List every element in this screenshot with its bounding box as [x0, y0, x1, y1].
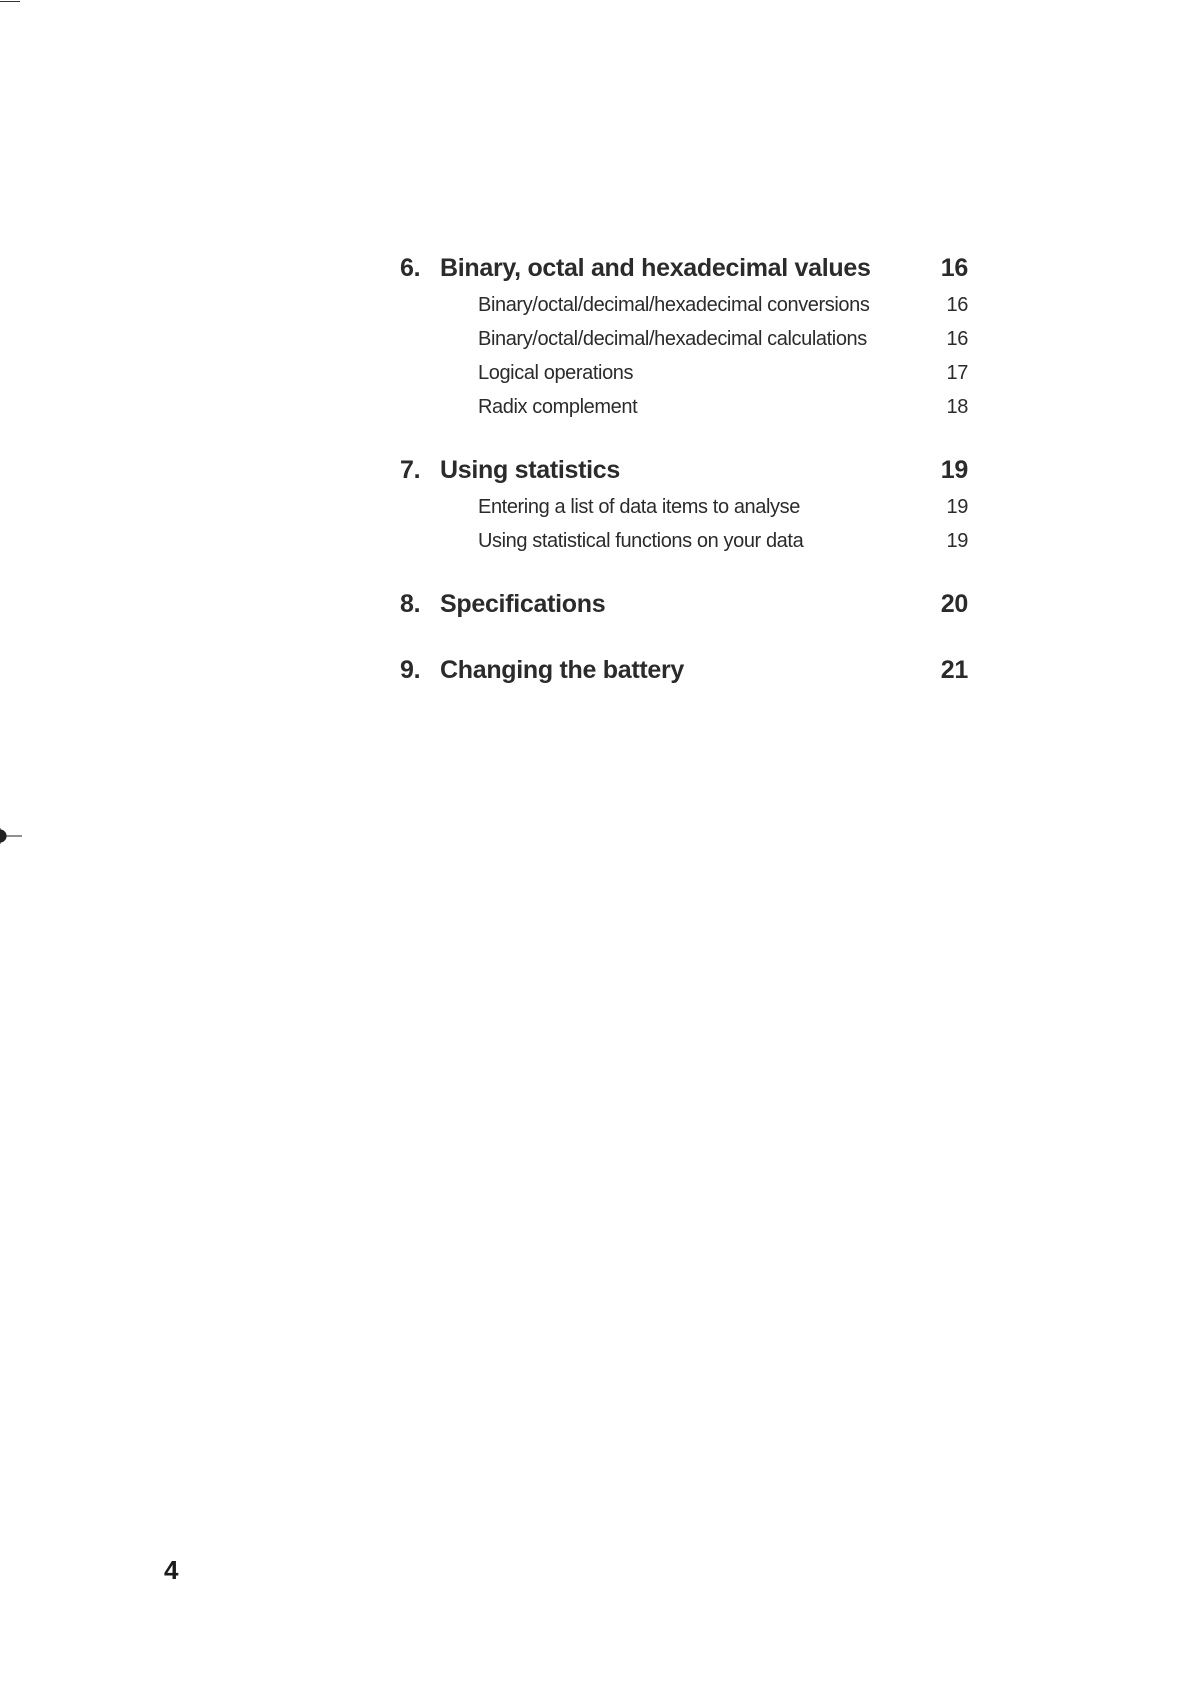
section-title: Binary, octal and hexadecimal values: [440, 254, 871, 282]
entry-page: 18: [946, 396, 968, 418]
entry-page: 19: [946, 496, 968, 518]
section-title: Using statistics: [440, 456, 620, 484]
toc-section-9: [400, 650, 968, 690]
section-number: 8.: [400, 590, 421, 618]
section-page: 21: [940, 656, 968, 684]
entry-title: Logical operations: [478, 362, 634, 384]
entry-title: Binary/octal/decimal/hexadecimal conversions: [478, 294, 870, 316]
toc-entry[interactable]: [400, 288, 968, 322]
section-title: Changing the battery: [440, 656, 685, 684]
entry-page: 17: [946, 362, 968, 384]
toc-section-7: [400, 450, 968, 558]
section-number: 9.: [400, 656, 421, 684]
table-of-contents: [400, 248, 968, 716]
toc-section-8: [400, 584, 968, 624]
toc-section-heading[interactable]: [400, 248, 968, 288]
toc-entry[interactable]: [400, 390, 968, 424]
entry-page: 16: [946, 328, 968, 350]
toc-section-heading[interactable]: [400, 584, 968, 624]
section-page: 16: [940, 254, 968, 282]
section-page: 20: [940, 590, 968, 618]
section-title: Specifications: [440, 590, 606, 618]
page-number: 4: [164, 1555, 179, 1585]
entry-page: 19: [946, 530, 968, 552]
crop-mark: [0, 1, 20, 2]
registration-mark-icon: [0, 826, 22, 846]
toc-entry[interactable]: [400, 356, 968, 390]
toc-entry[interactable]: [400, 322, 968, 356]
section-number: 6.: [400, 254, 421, 282]
toc-entry[interactable]: [400, 490, 968, 524]
section-number: 7.: [400, 456, 421, 484]
entry-page: 16: [946, 294, 968, 316]
entry-title: Entering a list of data items to analyse: [478, 496, 800, 518]
entry-title: Using statistical functions on your data: [478, 530, 804, 552]
toc-section-6: [400, 248, 968, 424]
toc-section-heading[interactable]: [400, 450, 968, 490]
section-page: 19: [940, 456, 968, 484]
toc-entry[interactable]: [400, 524, 968, 558]
toc-section-heading[interactable]: [400, 650, 968, 690]
entry-title: Radix complement: [478, 396, 638, 418]
entry-title: Binary/octal/decimal/hexadecimal calculations: [478, 328, 867, 350]
